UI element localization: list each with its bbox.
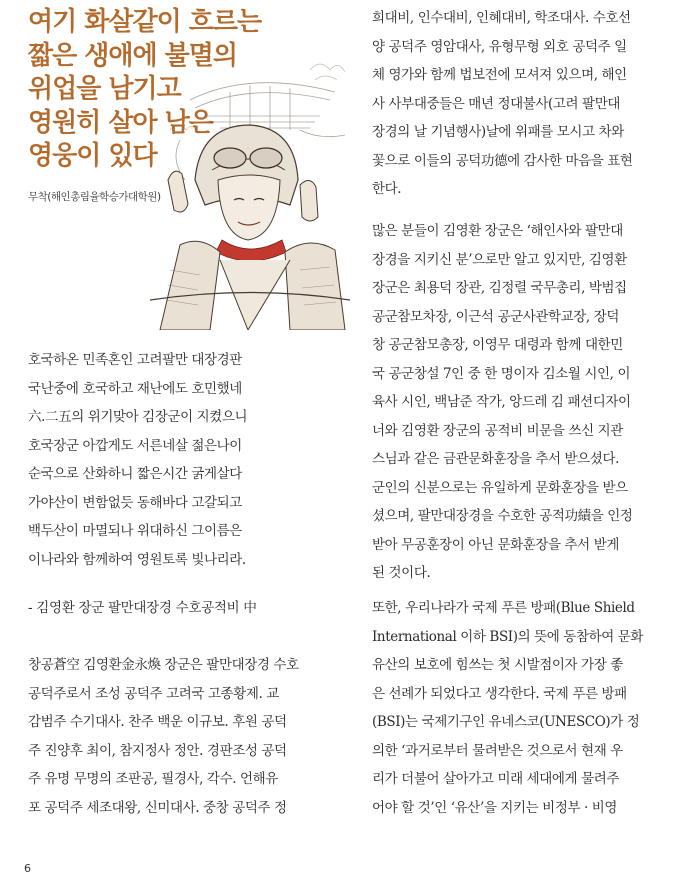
headline-line: 영웅이 있다: [28, 141, 157, 171]
body-line: 창공蒼空 김영환金永煥 장군은 팔만대장경 수호: [28, 657, 299, 673]
quote-source: - 김영환 장군 팔만대장경 수호공적비 中: [28, 600, 257, 616]
body-line: 국 공군창설 7인 중 한 명이자 김소월 시인, 이: [372, 365, 631, 382]
body-line: 희대비, 인수대비, 인혜대비, 학조대사. 수호선: [372, 10, 631, 26]
body-line: 한다.: [372, 181, 402, 197]
body-line: 받아 무공훈장이 아닌 문화훈장을 추서 받게: [372, 536, 619, 553]
body-line: 창 공군참모총장, 이영무 대령과 함께 대한민: [372, 337, 623, 353]
headline-line: 위업을 남기고: [28, 74, 181, 104]
poem-line: 이나라와 함께하여 영원토록 빛나리라.: [28, 551, 246, 568]
body-line: 은 선례가 되었다고 생각한다. 국제 푸른 방패: [372, 685, 627, 702]
body-line: 양 공덕주 영암대사, 유형무형 외호 공덕주 일: [372, 38, 627, 55]
body-line: 감범주 수기대사. 찬주 백운 이규보. 후원 공덕: [28, 714, 287, 730]
body-line: 공덕주로서 조성 공덕주 고려국 고종황제. 교: [28, 685, 279, 702]
left-body-paragraph: [28, 651, 343, 822]
poem-line: 국난중에 호국하고 재난에도 호민했네: [28, 380, 242, 397]
body-line: 또한, 우리나라가 국제 푸른 방패(Blue Shield: [372, 600, 635, 616]
body-line: 리가 더불어 살아가고 미래 세대에게 물려주: [372, 771, 619, 787]
right-body-paragraph-2: [372, 217, 672, 588]
poem: [28, 346, 343, 574]
right-body-paragraph-1: [372, 4, 672, 204]
body-line: 포 공덕주 세조대왕, 신미대사. 중창 공덕주 정: [28, 799, 287, 816]
poem-line: 호국장군 아깝게도 서른네살 젊은나이: [28, 437, 242, 454]
headline-line: 영원히 살아 남은: [28, 107, 213, 138]
body-line: 너와 김영환 장군의 공적비 비문을 쓰신 지관: [372, 422, 623, 439]
body-line: 꽃으로 이들의 공덕功德에 감사한 마음을 표현: [372, 152, 633, 169]
poem-line: 호국하온 민족혼인 고려팔만 대장경판: [28, 352, 242, 368]
body-line: 군인의 신분으로는 유일하게 문화훈장을 받으: [372, 479, 628, 496]
body-line: 장경을 지키신 분’으로만 알고 있지만, 김영환: [372, 251, 627, 268]
poem-line: 백두산이 마멸되나 위대하신 그이름은: [28, 523, 242, 539]
page-number: 6: [24, 862, 31, 875]
body-line: 많은 분들이 김영환 장군은 ‘해인사와 팔만대: [372, 223, 623, 239]
body-line: 사 사부대중들은 매년 정대불사(고려 팔만대: [372, 95, 620, 112]
headline-line: 짧은 생애에 불멸의: [28, 40, 238, 71]
body-line: 장경의 날 기념행사)날에 위패를 모시고 차와: [372, 124, 624, 140]
poem-line: 순국으로 산화하니 짧은시간 굵게살다: [28, 466, 242, 482]
poem-line: 가야산이 변함없듯 동해바다 고갈되고: [28, 494, 242, 511]
body-line: 어야 할 것’인 ‘유산’을 지키는 비정부 · 비영: [372, 799, 618, 816]
body-line: 공군참모차장, 이근석 공군사관학교장, 장덕: [372, 308, 619, 325]
body-line: 장군은 최용덕 장관, 김정렬 국무총리, 박범집: [372, 280, 627, 296]
body-line: 의한 ‘과거로부터 물려받은 것으로서 현재 우: [372, 742, 623, 759]
body-line: 육사 시인, 백남준 작가, 앙드레 김 패션디자이: [372, 394, 631, 410]
body-line: 스님과 같은 금관문화훈장을 추서 받으셨다.: [372, 451, 619, 467]
right-body-paragraph-3: [372, 594, 672, 822]
pilot-portrait-illustration: [150, 30, 350, 330]
body-line: (BSI)는 국제기구인 유네스코(UNESCO)가 정: [372, 714, 640, 730]
poem-line: 六.二五의 위기맞아 김장군이 지켰으니: [28, 409, 248, 425]
author-credit: 무착(해인총림율학승가대학원): [28, 191, 161, 203]
body-line: International 이하 BSI)의 뜻에 동참하여 문화: [372, 628, 644, 645]
body-line: 체 영가와 함께 법보전에 모셔져 있으며, 해인: [372, 67, 627, 83]
body-line: 유산의 보호에 힘쓰는 첫 시발점이자 가장 좋: [372, 657, 623, 673]
body-line: 된 것이다.: [372, 565, 431, 581]
body-line: 주 진양후 최이, 참지정사 정안. 경판조성 공덕: [28, 742, 287, 759]
body-line: 주 유명 무명의 조판공, 필경사, 각수. 언해유: [28, 771, 278, 787]
body-line: 셨으며, 팔만대장경을 수호한 공적功績을 인정: [372, 508, 633, 524]
headline-line: 여기 화살같이 흐르는: [28, 7, 262, 37]
